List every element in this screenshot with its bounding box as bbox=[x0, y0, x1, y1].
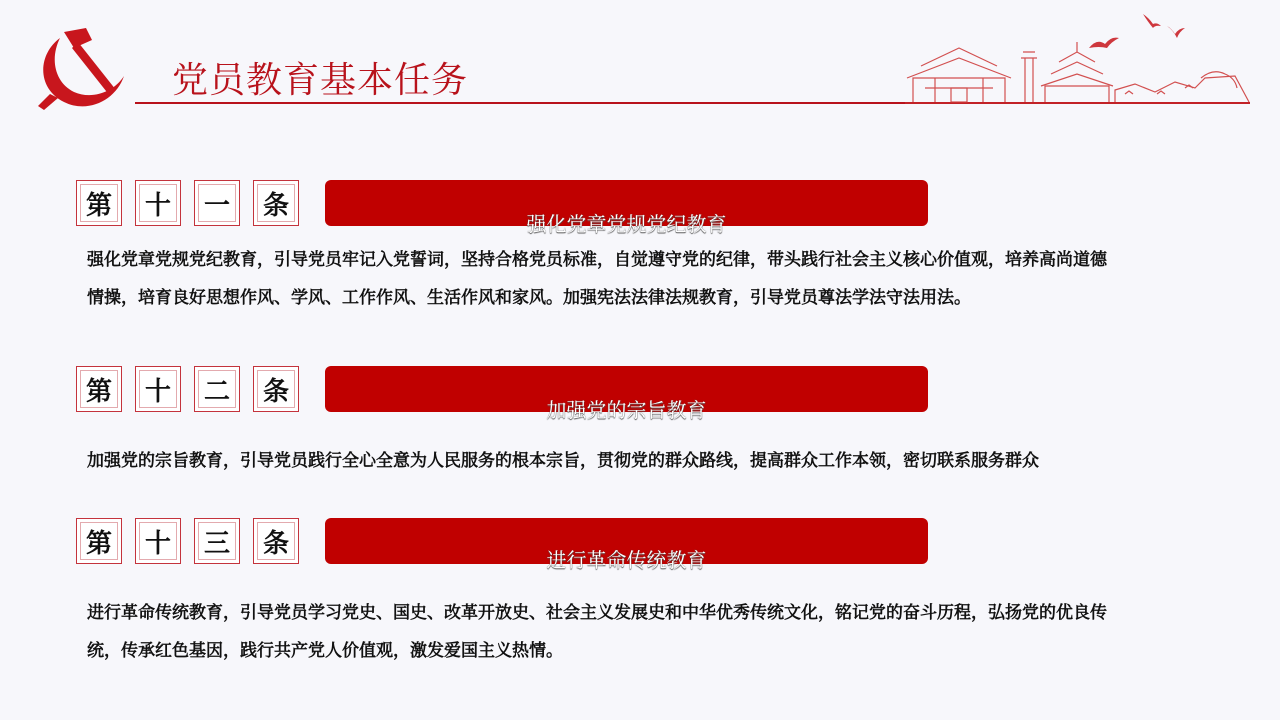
article-char: 第 bbox=[76, 366, 122, 412]
hammer-sickle-icon bbox=[30, 26, 130, 112]
article-char: 第 bbox=[76, 518, 122, 564]
article-char: 一 bbox=[194, 180, 240, 226]
section-body-text: 进行革命传统教育，引导党员学习党史、国史、改革开放史、社会主义发展史和中华优秀传统文化，铭记党的奋斗历程，弘扬党的优良传统，传承红色基因，践行共产党人价值观，激发爱国主义热情。 bbox=[87, 603, 1107, 661]
article-char: 条 bbox=[253, 366, 299, 412]
article-char: 第 bbox=[76, 180, 122, 226]
article-char: 十 bbox=[135, 366, 181, 412]
section-header-11 bbox=[76, 180, 936, 236]
section-header-12 bbox=[76, 366, 936, 422]
section-heading: 加强党的宗旨教育 bbox=[546, 398, 707, 422]
article-char: 条 bbox=[253, 180, 299, 226]
landmark-skyline-icon bbox=[905, 8, 1250, 104]
page-title: 党员教育基本任务 bbox=[172, 60, 469, 101]
section-heading: 进行革命传统教育 bbox=[546, 548, 707, 572]
article-char: 十 bbox=[135, 180, 181, 226]
section-body-text: 强化党章党规党纪教育，引导党员牢记入党誓词，坚持合格党员标准，自觉遵守党的纪律，带头践行社会主义核心价值观，培养高尚道德情操，培育良好思想作风、学风、工作作风、生活作风和家风。加强宪法法律法规教育，引导党员尊法学法守法用法。 bbox=[87, 250, 1107, 308]
article-char: 二 bbox=[194, 366, 240, 412]
article-char: 条 bbox=[253, 518, 299, 564]
section-header-13 bbox=[76, 518, 936, 572]
article-char: 十 bbox=[135, 518, 181, 564]
article-char: 三 bbox=[194, 518, 240, 564]
section-heading: 强化党章党规党纪教育 bbox=[526, 212, 727, 236]
section-body-text: 加强党的宗旨教育，引导党员践行全心全意为人民服务的根本宗旨，贯彻党的群众路线，提高群众工作本领，密切联系服务群众 bbox=[87, 451, 1039, 471]
